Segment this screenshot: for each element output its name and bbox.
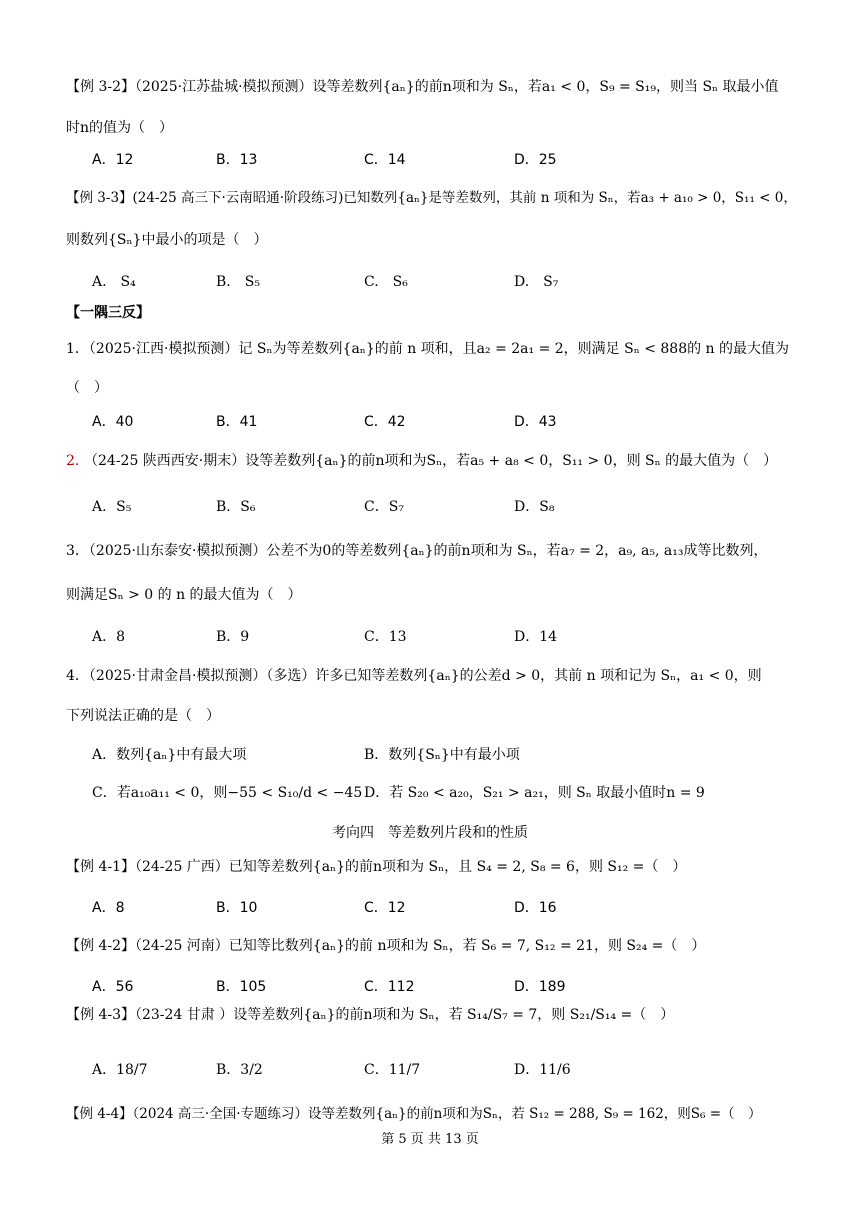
section-heading: 【一隅三反】: [66, 305, 150, 321]
q4-option-a: A．数列{aₙ}中有最大项: [92, 747, 247, 763]
q1-option-a: A．40: [92, 414, 134, 430]
ex-3-3-option-b: B. S₅: [216, 274, 260, 290]
q3-line-1: 3．（2025·山东泰安·模拟预测）公差不为0的等差数列{aₙ}的前n项和为 Sₙ，若a₇ = 2，a₉, a₅, a₁₃成等比数列，: [66, 543, 768, 559]
ex-4-1-option-b: B．10: [216, 900, 258, 916]
ex-4-3-line-1: 【例 4-3】（23-24 甘肃 ）设等差数列{aₙ}的前n项和为 Sₙ，若 S₁₄/S₇ = 7，则 S₂₁/S₁₄ =（ ）: [66, 1007, 675, 1023]
ex-3-3-line-2: 则数列{Sₙ}中最小的项是（ ）: [66, 232, 268, 248]
ex-3-2-line-2: 时n的值为（ ）: [66, 120, 174, 136]
q2-line-1: （24-25 陕西西安·期末）设等差数列{aₙ}的前n项和为Sₙ，若a₅ + a₈ < 0，S₁₁ > 0，则 Sₙ 的最大值为（ ）: [84, 453, 778, 469]
ex-4-4-line-1: 【例 4-4】（2024 高三·全国·专题练习）设等差数列{aₙ}的前n项和为Sₙ，若 S₁₂ = 288, S₉ = 162，则S₆ =（ ）: [66, 1106, 762, 1122]
ex-4-3-option-d: D．11/6: [514, 1062, 571, 1078]
q2-option-c: C．S₇: [364, 499, 404, 515]
q4-option-c: C．若a₁₀a₁₁ < 0，则−55 < S₁₀/d < −45: [92, 785, 363, 801]
ex-3-3-option-d: D. S₇: [514, 274, 559, 290]
topic-4-title: 考向四 等差数列片段和的性质: [332, 825, 528, 841]
q3-line-2: 则满足Sₙ > 0 的 n 的最大值为（ ）: [66, 587, 302, 603]
q4-option-d: D．若 S₂₀ < a₂₀，S₂₁ > a₂₁，则 Sₙ 取最小值时n = 9: [364, 785, 705, 801]
ex-4-3-option-a: A．18/7: [92, 1062, 148, 1078]
ex-3-2-line-1: 【例 3-2】（2025·江苏盐城·模拟预测）设等差数列{aₙ}的前n项和为 Sₙ，若a₁ < 0，S₉ = S₁₉，则当 Sₙ 取最小值: [66, 79, 779, 95]
ex-3-3-option-c: C. S₆: [364, 274, 408, 290]
ex-4-1-option-a: A．8: [92, 900, 125, 916]
q3-option-d: D．14: [514, 629, 558, 645]
ex-4-2-line-1: 【例 4-2】（24-25 河南）已知等比数列{aₙ}的前 n项和为 Sₙ，若 S₆ = 7, S₁₂ = 21，则 S₂₄ =（ ）: [66, 938, 706, 954]
ex-4-3-option-b: B．3/2: [216, 1062, 263, 1078]
ex-3-3-line-1: 【例 3-3】(24-25 高三下·云南昭通·阶段练习)已知数列{aₙ}是等差数列，其前 n 项和为 Sₙ，若a₃ + a₁₀ > 0，S₁₁ < 0，: [66, 190, 797, 206]
q1-option-d: D．43: [514, 414, 557, 430]
ex-4-2-option-a: A．56: [92, 979, 134, 995]
ex-4-1-option-c: C．12: [364, 900, 406, 916]
q2-option-d: D．S₈: [514, 499, 555, 515]
q3-option-a: A．8: [92, 629, 126, 645]
page-footer: 第 5 页 共 13 页: [381, 1132, 479, 1147]
ex-4-2-option-b: B．105: [216, 979, 267, 995]
ex-4-1-option-d: D．16: [514, 900, 557, 916]
ex-3-2-option-d: D．25: [514, 152, 557, 168]
ex-3-2-option-c: C．14: [364, 152, 406, 168]
q1-line-1: 1．（2025·江西·模拟预测）记 Sₙ为等差数列{aₙ}的前 n 项和，且a₂ = 2a₁ = 2，则满足 Sₙ < 888的 n 的最大值为: [66, 341, 790, 357]
q2-option-a: A．S₅: [92, 499, 132, 515]
q2-option-b: B．S₆: [216, 499, 256, 515]
q4-line-1: 4．（2025·甘肃金昌·模拟预测）（多选）许多已知等差数列{aₙ}的公差d > 0，其前 n 项和记为 Sₙ，a₁ < 0，则: [66, 668, 762, 684]
ex-3-2-option-a: A．12: [92, 152, 134, 168]
q2-number: 2.: [66, 453, 80, 469]
q4-option-b: B．数列{Sₙ}中有最小项: [364, 747, 520, 763]
ex-3-3-option-a: A. S₄: [92, 274, 136, 290]
ex-4-3-option-c: C．11/7: [364, 1062, 421, 1078]
ex-3-2-option-b: B．13: [216, 152, 258, 168]
q1-line-2: （ ）: [66, 380, 108, 396]
q3-option-b: B．9: [216, 629, 250, 645]
q1-option-c: C．42: [364, 414, 406, 430]
q4-line-2: 下列说法正确的是（ ）: [66, 708, 220, 724]
ex-4-2-option-d: D．189: [514, 979, 566, 995]
q3-option-c: C．13: [364, 629, 407, 645]
ex-4-2-option-c: C．112: [364, 979, 415, 995]
q1-option-b: B．41: [216, 414, 258, 430]
ex-4-1-line-1: 【例 4-1】（24-25 广西）已知等差数列{aₙ}的前n项和为 Sₙ，且 S₄ = 2, S₈ = 6，则 S₁₂ =（ ）: [66, 859, 687, 875]
